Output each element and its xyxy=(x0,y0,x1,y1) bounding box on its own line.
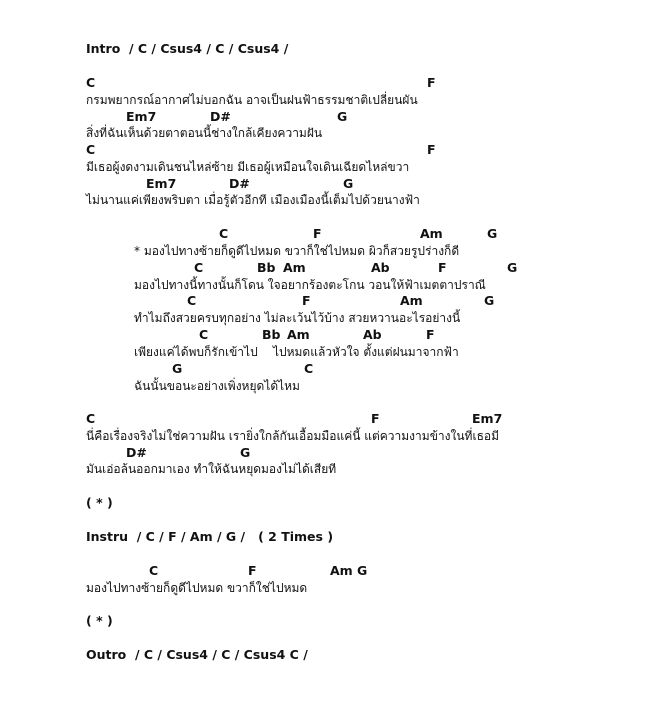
chord-d-sharp: D# xyxy=(229,176,250,191)
chord-c: C xyxy=(187,293,197,308)
chord-f: F xyxy=(427,142,436,157)
chord-em7: Em7 xyxy=(146,176,177,191)
chord-am: Am xyxy=(400,293,423,308)
chord-am: Am xyxy=(420,226,443,241)
chord-bb: Bb xyxy=(257,260,276,275)
lyric-line: มองไปทางนี้ทางนั้นก็โดน ใจอยากร้องตะโกน วอนให้ฟ้าเมตตาปราณี xyxy=(134,278,486,292)
chorus-reference: ( * ) xyxy=(86,613,113,628)
chord-c: C xyxy=(86,142,96,157)
lyric-line: นี่คือเรื่องจริงไม่ใช่ความฝัน เรายิ่งใกล้กันเอื้อมมือแค่นี้ แต่ความงามข้างในที่เธอมี xyxy=(86,429,500,443)
lyric-line: กรมพยากรณ์อากาศไม่บอกฉัน อาจเป็นฝนฟ้าธรรมชาติเปลี่ยนผัน xyxy=(86,93,418,107)
chord-am: Am xyxy=(283,260,306,275)
chord-d-sharp: D# xyxy=(126,445,147,460)
chord-g: G xyxy=(240,445,251,460)
chord-ab: Ab xyxy=(363,327,382,342)
lyric-line: เพียงแค่ได้พบก็รักเข้าไป ไปหมดแล้วหัวใจ ตั้งแต่ฝนมาจากฟ้า xyxy=(134,345,459,359)
chord-f: F xyxy=(438,260,447,275)
lyric-line: มันเอ่อล้นออกมาเอง ทำให้ฉันหยุดมองไม่ได้เสียที xyxy=(86,462,337,476)
chord-f: F xyxy=(302,293,311,308)
chord-c: C xyxy=(194,260,204,275)
chord-c: C xyxy=(149,563,159,578)
chord-g: G xyxy=(484,293,495,308)
lyric-line: ฉันนั้นขอนะอย่างเพิ่งหยุดได้ไหม xyxy=(134,379,300,393)
chord-g: G xyxy=(337,109,348,124)
chord-f: F xyxy=(426,327,435,342)
chord-g: G xyxy=(172,361,183,376)
chord-d-sharp: D# xyxy=(210,109,231,124)
chord-em7: Em7 xyxy=(472,411,503,426)
lyric-line: ทำไมถึงสวยครบทุกอย่าง ไม่ละเว้นไว้บ้าง สวยหวานอะไรอย่างนี้ xyxy=(134,311,461,325)
chord-g: G xyxy=(507,260,518,275)
chord-g: G xyxy=(487,226,498,241)
chord-g: G xyxy=(343,176,354,191)
lyric-line: * มองไปทางซ้ายก็ดูดีไปหมด ขวาก็ใช่ไปหมด ผิวก็สวยรูปร่างก็ดี xyxy=(134,244,460,258)
chord-c: C xyxy=(86,411,96,426)
chord-bb: Bb xyxy=(262,327,281,342)
chord-am-g: Am G xyxy=(330,563,368,578)
instrumental-line: Instru / C / F / Am / G / ( 2 Times ) xyxy=(86,529,334,544)
chord-ab: Ab xyxy=(371,260,390,275)
chord-f: F xyxy=(248,563,257,578)
chord-c: C xyxy=(304,361,314,376)
chorus-reference: ( * ) xyxy=(86,495,113,510)
chord-c: C xyxy=(219,226,229,241)
chord-f: F xyxy=(427,75,436,90)
intro-line: Intro / C / Csus4 / C / Csus4 / xyxy=(86,41,289,56)
lyric-line: สิ่งที่ฉันเห็นด้วยตาตอนนี้ช่างใกล้เคียงความฝัน xyxy=(86,126,323,140)
lyric-line: ไม่นานแค่เพียงพริบตา เมื่อรู้ตัวอีกที เมืองเมืองนี้เต็มไปด้วยนางฟ้า xyxy=(86,193,420,207)
outro-line: Outro / C / Csus4 / C / Csus4 C / xyxy=(86,647,308,662)
chord-f: F xyxy=(313,226,322,241)
lyric-line: มองไปทางซ้ายก็ดูดีไปหมด ขวาก็ใช่ไปหมด xyxy=(86,581,308,595)
chord-f: F xyxy=(371,411,380,426)
chord-c: C xyxy=(86,75,96,90)
chord-am: Am xyxy=(287,327,310,342)
lyric-line: มีเธอผู้งดงามเดินชนไหล่ซ้าย มีเธอผู้เหมือนใจเดินเฉียดไหล่ขวา xyxy=(86,160,410,174)
chord-c: C xyxy=(199,327,209,342)
chord-em7: Em7 xyxy=(126,109,157,124)
